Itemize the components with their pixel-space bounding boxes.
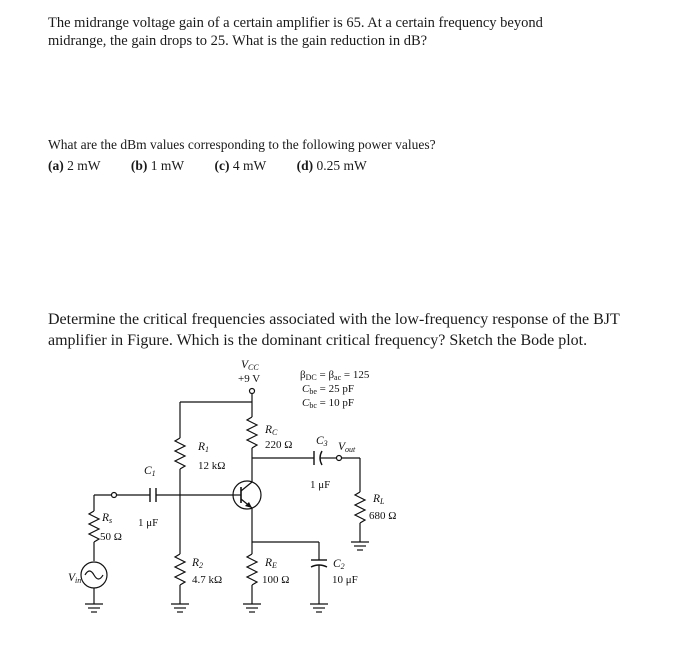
svg-text:C1: C1 — [144, 465, 156, 478]
svg-text:220 Ω: 220 Ω — [265, 439, 293, 451]
svg-text:Rs: Rs — [102, 512, 113, 525]
question-1 — [48, 14, 678, 50]
svg-text:VCC: VCC — [241, 359, 259, 372]
svg-text:4.7 kΩ: 4.7 kΩ — [192, 574, 223, 586]
svg-text:Vin: Vin — [68, 572, 82, 585]
question-3-line-2: amplifier in Figure. Which is the dominant critical frequency? Sketch the Bode plot. — [48, 332, 588, 349]
bjt-amplifier-circuit — [70, 354, 410, 620]
question-1-line-1: The midrange voltage gain of a certain amplifier is 65. At a certain frequency beyond — [48, 15, 543, 31]
svg-text:Cbe = 25 pF: Cbe = 25 pF — [302, 383, 354, 396]
option-b: (b) 1 mW — [130, 158, 185, 173]
svg-text:R1: R1 — [198, 441, 210, 454]
svg-text:C3: C3 — [316, 435, 328, 448]
svg-text:1 μF: 1 μF — [310, 479, 331, 491]
option-a: (a) 2 mW — [48, 158, 101, 173]
question-1-line-2: midrange, the gain drops to 25. What is the gain reduction in dB? — [48, 33, 428, 49]
question-2 — [48, 136, 678, 175]
resistor-rc — [247, 402, 292, 458]
svg-text:βDC = βac = 125: βDC = βac = 125 — [300, 369, 370, 382]
svg-text:10 μF: 10 μF — [332, 574, 358, 586]
question-2-options — [48, 157, 678, 175]
resistor-re — [243, 508, 289, 612]
svg-text:50 Ω: 50 Ω — [100, 531, 122, 543]
question-3-line-1: Determine the critical frequencies associated with the low-frequency response of the BJT — [48, 311, 620, 328]
option-d: (d) 0.25 mW — [296, 158, 367, 173]
svg-text:+9 V: +9 V — [238, 373, 261, 385]
svg-text:680 Ω: 680 Ω — [369, 510, 397, 522]
vcc-terminal — [238, 359, 260, 402]
svg-text:RC: RC — [265, 424, 278, 437]
svg-text:1 μF: 1 μF — [138, 517, 159, 529]
svg-text:RL: RL — [373, 493, 385, 506]
svg-text:R2: R2 — [192, 557, 204, 570]
vin-source — [68, 562, 107, 612]
svg-text:Vout: Vout — [338, 441, 356, 454]
svg-text:C2: C2 — [333, 558, 345, 571]
resistor-rl — [342, 458, 396, 550]
resistor-rs — [89, 495, 122, 561]
transistor-parameters — [300, 369, 370, 410]
option-c: (c) 4 mW — [214, 158, 267, 173]
question-2-prompt: What are the dBm values corresponding to the following power values? — [48, 137, 436, 152]
svg-text:100 Ω: 100 Ω — [262, 574, 290, 586]
resistor-r1 — [175, 402, 225, 495]
question-3 — [48, 309, 678, 351]
resistor-r2 — [171, 495, 222, 612]
svg-text:RE: RE — [265, 557, 277, 570]
svg-text:12 kΩ: 12 kΩ — [198, 460, 226, 472]
svg-text:Cbc = 10 pF: Cbc = 10 pF — [302, 397, 354, 410]
